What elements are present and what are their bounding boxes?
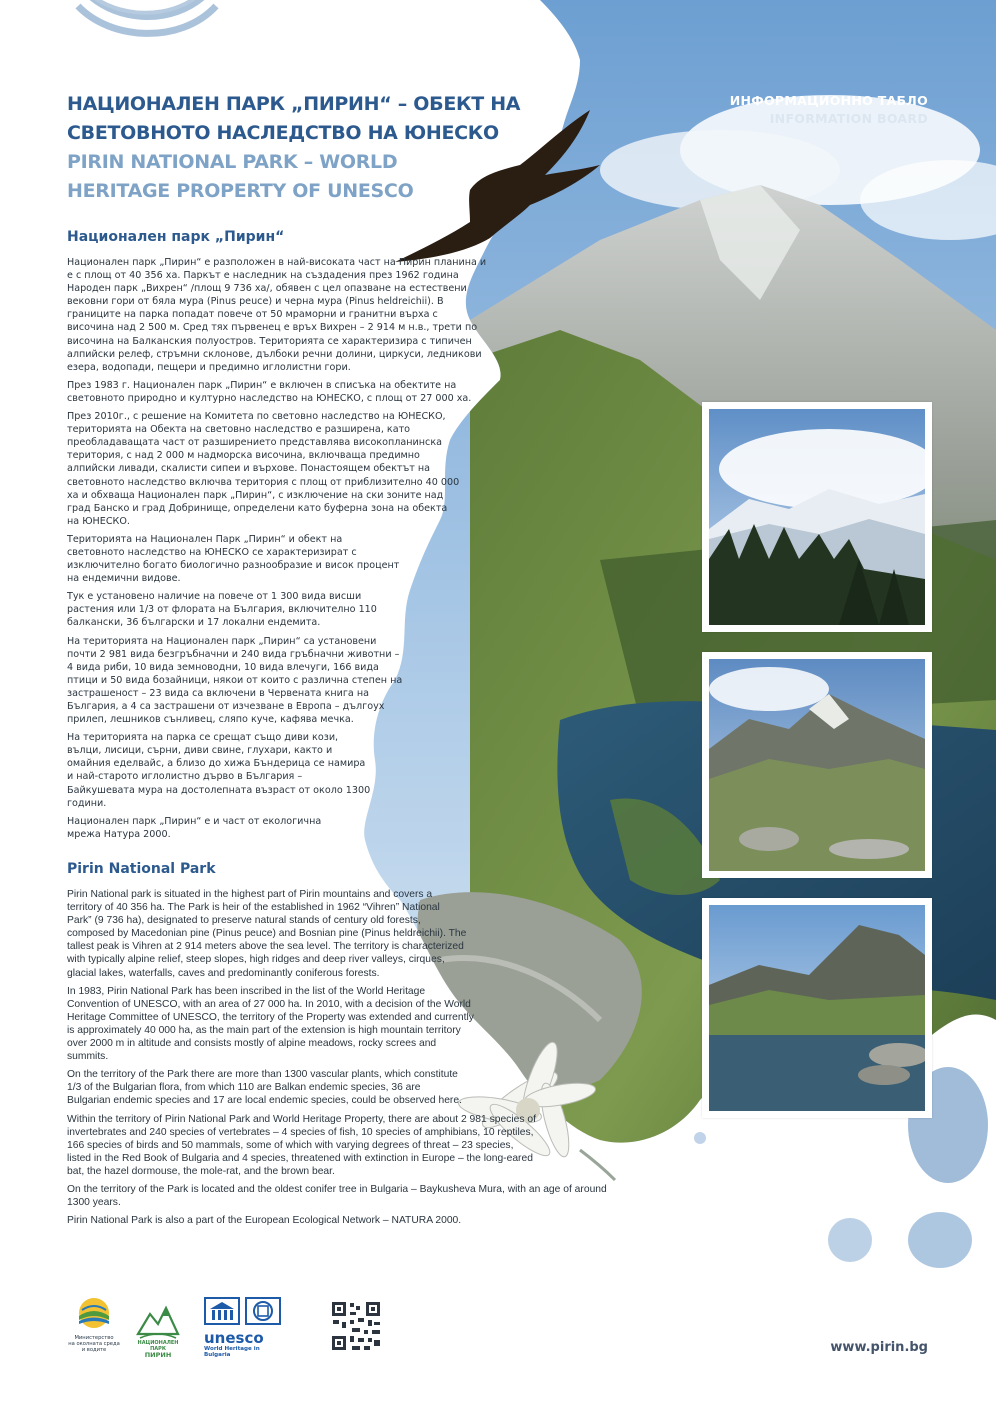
page-title-en [67, 148, 527, 206]
paragraph: Within the territory of Pirin National Park and World Heritage Property, there are about 2 981 species of invertebrates and 240 species of vertebrates – 4 species of fish, 10 species of amphibians, 10 reptiles, 166 species of birds and 50 mammals, some of which with varying degrees of threat – 23 species, listed in the Red Book of Bulgaria and 4 species, threatened with extinction in Europe – the long-eared bat, the hazel dormouse, the mole-rat, and the brown bear. [67, 1113, 536, 1177]
photo-rocky-peak-image [709, 659, 925, 871]
paragraph: Тук е установено наличие на повече от 1 300 вида висши растения или 1/3 от флората на България, включително 110 балкански, 36 български и 17 локални ендемита. [67, 591, 377, 629]
qr-code-icon [330, 1300, 382, 1352]
paragraph: On the territory of the Park is located and the oldest conifer tree in Bulgaria – Baykusheva Mura, with an age of around 1300 years. [67, 1183, 607, 1209]
ministry-label: Министерство на околната среда и водите [68, 1335, 120, 1353]
paragraph: През 2010г., с решение на Комитета по световно наследство на ЮНЕСКО, територията на Обекта на световно наследство е разширена, като преобладаващата част от разширението представлява високопланинска територия, с над 2 000 м надморска височина, включваща предимно алпийски ливади, скалисти сипеи и върхове. Понастоящем обектът на световното наследство включва територия с площ от приблизително 40 000 ха и обхваща Национален парк „Пирин“, с изключение на ски зоните над град Банско и град Добринище, определени като буферна зона на обекта на ЮНЕСКО. [67, 411, 460, 527]
section-body-bg [67, 256, 547, 846]
ministry-logo[interactable] [68, 1296, 120, 1353]
section-heading-bg: Национален парк „Пирин“ [67, 229, 285, 245]
paragraph: На територията на парка се срещат също диви кози, вълци, лисици, сърни, диви свине, глухари, както и омайния еделвайс, а близо до хижа Бъндерица се намира и най-старото иглолистно дърво в България – Байкушевата мура на достолепната възраст от около 1300 години. [67, 732, 371, 809]
photo-alpine-lake [702, 898, 932, 1118]
unesco-emblem-icon [204, 1297, 282, 1325]
pirin-park-logo[interactable] [132, 1294, 184, 1359]
paragraph: Национален парк „Пирин“ е разположен в най-високата част на Пирин планина и е с площ от 40 356 ха. Паркът е наследник на създадения през 1962 година Народен парк „Вихрен“ /площ 9 736 ха/, обявен с цел опазване на естествени вековни гори от бяла мура (Pinus peuce) и черна мура (Pinus heldreichii). В границите на парка попадат повече от 50 мраморни и гранитни върха с височина над 2 500 м. Сред тях първенец е връх Вихрен – 2 914 м н.в., трети по височина на Балканския полуостров. Територията се характеризира с типичен алпийски релеф, стръмни склонове, дълбоки речни долини, циркуси, ледникови езера, водопади, пещери и предимно иглолистни гори. [67, 257, 487, 373]
paragraph: In 1983, Pirin National Park has been inscribed in the list of the World Heritage Convention of UNESCO, with an area of 27 000 ha. In 2010, with a decision of the World Heritage Committee of UNESCO, the territory of the Property was extended and currently is approximately 40 000 ha, as the main part of the extension is high mountain territory over 2000 m in altitude and consists mostly of alpine meadows, rocky screes and summits. [67, 985, 474, 1063]
title-en-line-1: PIRIN NATIONAL PARK – WORLD [67, 151, 398, 173]
photo-rocky-peak [702, 652, 932, 878]
paragraph: Pirin National Park is also a part of the European Ecological Network – NATURA 2000. [67, 1215, 462, 1227]
title-en-line-2: HERITAGE PROPERTY OF UNESCO [67, 180, 414, 202]
paragraph: Национален парк „Пирин“ е и част от екологична мрежа Натура 2000. [67, 815, 322, 840]
unesco-subtitle: World Heritage in Bulgaria [204, 1346, 260, 1358]
paragraph: Територията на Национален Парк „Пирин“ и обект на световното наследство на ЮНЕСКО се характеризират с изключително богато биологично разнообразие и висок процент на ендемични видове. [67, 533, 400, 585]
photo-snowy-ridge [702, 402, 932, 632]
paragraph: На територията на Национален парк „Пирин“ са установени почти 2 981 вида безгръбначни и 240 вида гръбначни животни – 4 вида риби, 10 вида земноводни, 10 вида влечуги, 166 вида птици и 50 вида бозайници, някои от които с различна степен на застрашеност – 23 вида са включени в Червената книга на България, а 4 са застрашени от изчезване в Европа – дългоух прилеп, лешников сънливец, сляпо куче, кафява мечка. [67, 635, 403, 726]
photo-alpine-lake-image [709, 905, 925, 1111]
information-board-label-bg: ИНФОРМАЦИОННО ТАБЛО [729, 93, 928, 108]
pirin-park-logo-text: НАЦИОНАЛЕН ПАРК ПИРИН [137, 1340, 179, 1359]
page-title-bg [67, 90, 527, 148]
information-board-label-en: INFORMATION BOARD [769, 111, 928, 126]
unesco-logo[interactable] [204, 1297, 284, 1358]
paragraph: On the territory of the Park there are more than 1300 vascular plants, which constitute 1/3 of the Bulgarian flora, from which 110 are Balkan endemic species, 36 are Bulgarian endemic species and 17 are local endemic species, could be observed here. [67, 1069, 462, 1107]
website-link[interactable]: www.pirin.bg [830, 1340, 928, 1355]
title-bg-line-1: НАЦИОНАЛЕН ПАРК „ПИРИН“ – ОБЕКТ НА [67, 93, 521, 115]
section-body-en [67, 888, 627, 1232]
title-bg-line-2: СВЕТОВНОТО НАСЛЕДСТВО НА ЮНЕСКО [67, 122, 499, 144]
qr-code[interactable] [330, 1300, 382, 1357]
unesco-wordmark: unesco [204, 1329, 264, 1347]
paragraph: Pirin National park is situated in the highest part of Pirin mountains and covers a territory of 40 356 ha. The Park is heir of the established in 1962 “Vihren” National Park” (9 736 ha), designated to preserve natural stands of century old forests, composed by Macedonian pine (Pinus peuce) and Bosnian pine (Pinus heldreichii). The tallest peak is Vihren at 2 914 meters above the sea level. The territory is characterized with typically alpine relief, steep slopes, high ridges and deep river valleys, cirques, glacial lakes, waterfalls, caves and predominantly coniferous forests. [67, 889, 467, 979]
section-heading-en: Pirin National Park [67, 861, 216, 877]
photo-snowy-ridge-image [709, 409, 925, 625]
paragraph: През 1983 г. Национален парк „Пирин“ е включен в списъка на обектите на световното природно и културно наследство на ЮНЕСКО, с площ от 27 000 ха. [67, 379, 472, 404]
ministry-emblem-icon [68, 1296, 120, 1330]
